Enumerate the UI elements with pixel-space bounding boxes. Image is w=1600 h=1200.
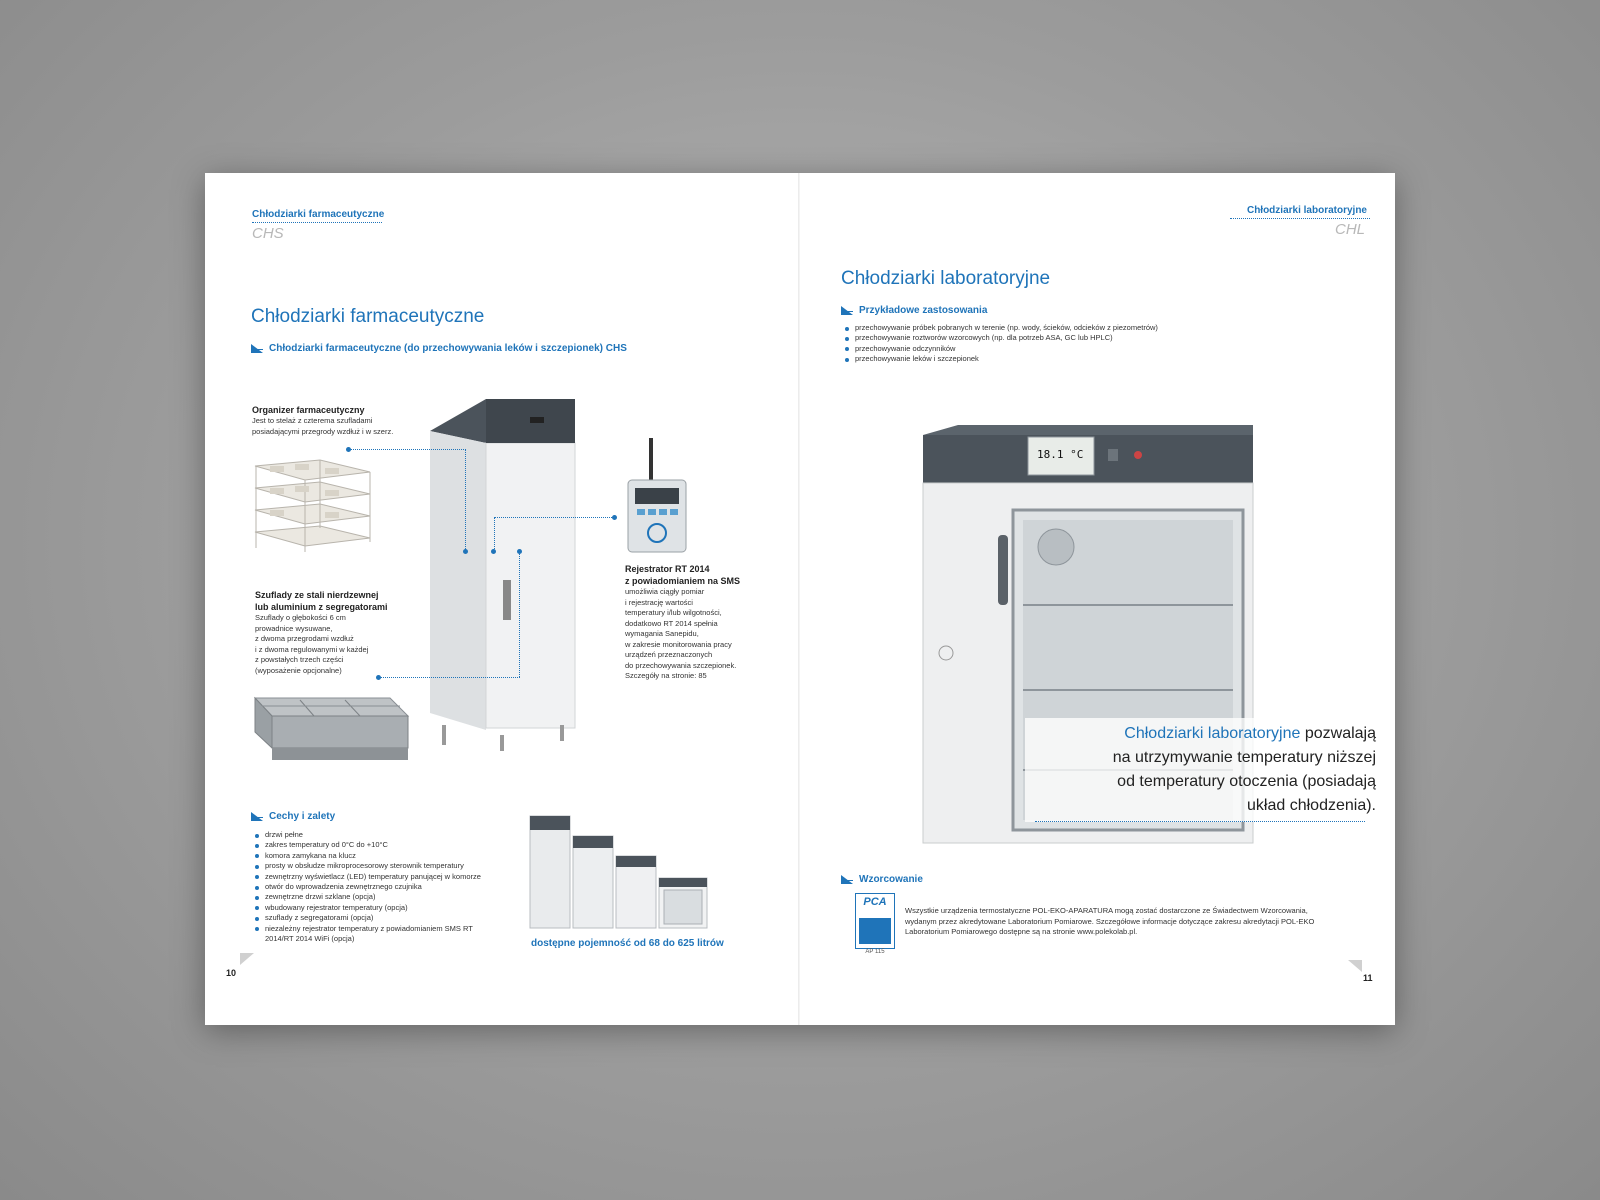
calibration-title: Wzorcowanie [859, 874, 923, 885]
fridge-display-value: 18.1 °C [1037, 448, 1084, 461]
organizer-title: Organizer farmaceutyczny [252, 405, 365, 415]
applications-title: Przykładowe zastosowania [859, 305, 988, 316]
quote-highlight: Chłodziarki laboratoryjne [1124, 725, 1301, 742]
list-item: przechowywanie próbek pobranych w terenie (np. wody, ścieków, odcieków z piezometrów) [843, 323, 1243, 333]
calibration-text [905, 906, 1355, 938]
organizer-text: Jest to stelaż z czterema szufladami posiadającymi przegrody wzdłuż i w szerz. [252, 416, 394, 436]
recorder-line: temperatury i/lub wilgotności, [625, 608, 722, 617]
left-subsection [251, 343, 627, 354]
drawers-line: prowadnice wysuwane, [255, 623, 333, 633]
features-title: Cechy i zalety [269, 811, 336, 822]
recorder-title-1: Rejestrator RT 2014 [625, 564, 710, 574]
capacity-caption: dostępne pojemność od 68 do 625 litrów [531, 938, 724, 949]
recorder-line: dodatkowo RT 2014 spełnia [625, 618, 718, 628]
organizer-caption [252, 404, 422, 437]
quote-box [1025, 718, 1382, 822]
calibration-line: Wszystkie urządzenia termostatyczne POL-EKO-APARATURA mogą zostać dostarczone ze Świadectwem Wzorcowania, [905, 906, 1308, 915]
list-item: szuflady z segregatorami (opcja) [253, 913, 503, 923]
list-item: niezależny rejestrator temperatury z powiadomianiem SMS RT 2014/RT 2014 WiFi (opcja) [253, 924, 503, 945]
section-arrow-icon [841, 306, 853, 315]
section-arrow-icon [841, 875, 853, 884]
list-item: przechowywanie leków i szczepionek [843, 354, 1243, 364]
list-item: zewnętrzny wyświetlacz (LED) temperatury panującej w komorze [253, 872, 503, 882]
list-item: otwór do wprowadzenia zewnętrznego czujnika [253, 882, 503, 892]
leader-dot [463, 549, 468, 554]
leader-line [494, 517, 495, 551]
leader-line [378, 677, 520, 678]
rt2014-recorder-image [623, 433, 693, 558]
page-corner-icon [1348, 960, 1362, 972]
right-page-number: 11 [1363, 973, 1373, 983]
list-item: wbudowany rejestrator temperatury (opcja) [253, 903, 503, 913]
drawers-caption [255, 589, 425, 676]
list-item: przechowywanie roztworów wzorcowych (np. dla potrzeb ASA, GC lub HPLC) [843, 333, 1243, 343]
left-header-code: CHS [252, 225, 284, 242]
leader-line [519, 552, 520, 677]
recorder-line: Szczegóły na stronie: 85 [625, 671, 707, 680]
recorder-line: umożliwia ciągły pomiar [625, 587, 705, 596]
quote-line-1 [1031, 722, 1376, 746]
applications-heading [841, 305, 987, 316]
list-item: prosty w obsłudze mikroprocesorowy sterownik temperatury [253, 861, 503, 871]
section-arrow-icon [251, 344, 263, 353]
left-header-rule [252, 222, 382, 223]
section-arrow-icon [251, 812, 263, 821]
pharma-organizer-image [250, 456, 380, 556]
drawers-title-2: lub aluminium z segregatorami [255, 602, 388, 612]
leader-dot [346, 447, 351, 452]
recorder-line: w zakresie monitorowania pracy [625, 639, 732, 649]
recorder-line: do przechowywania szczepionek. [625, 660, 737, 670]
recorder-line: i rejestrację wartości [625, 597, 693, 607]
drawers-title-1: Szuflady ze stali nierdzewnej [255, 590, 379, 600]
left-page-title: Chłodziarki farmaceutyczne [251, 306, 485, 327]
left-subsection-label: Chłodziarki farmaceutyczne (do przechowywania leków i szczepionek) CHS [269, 343, 627, 354]
features-list [253, 830, 503, 944]
drawers-line: z powstałych trzech części [255, 655, 344, 664]
drawers-line: z dwoma przegrodami wzdłuż [255, 634, 354, 643]
right-header-code: CHL [1334, 221, 1365, 238]
leader-dot [612, 515, 617, 520]
drawers-line: (wyposażenie opcjonalne) [255, 665, 342, 675]
calibration-line: Laboratorium Pomiarowego dostępne są na stronie www.polekolab.pl. [905, 927, 1138, 936]
pca-logo [855, 893, 895, 949]
left-page-number: 10 [226, 968, 237, 978]
applications-list [843, 323, 1243, 365]
pca-logo-text: PCA [863, 896, 887, 908]
leader-line [494, 517, 614, 518]
leader-dot [376, 675, 381, 680]
list-item: zakres temperatury od 0°C do +10°C [253, 840, 503, 850]
pca-code: AP 115 [865, 949, 885, 955]
leader-line [465, 449, 466, 551]
quote-rule [1035, 821, 1365, 822]
right-header-rule [1230, 218, 1370, 219]
brochure-spread [205, 173, 1395, 1025]
right-page-title: Chłodziarki laboratoryjne [841, 268, 1051, 289]
features-heading [251, 811, 335, 822]
list-item: przechowywanie odczynników [843, 344, 1243, 354]
right-header-title: Chłodziarki laboratoryjne [1246, 205, 1367, 216]
leader-line [348, 449, 466, 450]
list-item: drzwi pełne [253, 830, 503, 840]
steel-drawer-image [250, 688, 415, 773]
left-header-title: Chłodziarki farmaceutyczne [252, 209, 385, 220]
recorder-line: urządzeń przeznaczonych [625, 650, 713, 659]
quote-line-4: układ chłodzenia). [1247, 797, 1376, 814]
quote-rest: pozwalają [1300, 725, 1376, 742]
fridge-range-image [525, 808, 730, 933]
recorder-title-2: z powiadomianiem na SMS [625, 576, 741, 586]
pca-badge-icon [859, 918, 891, 944]
drawers-line: Szuflady o głębokości 6 cm [255, 613, 346, 622]
drawers-line: i z dwoma regulowanymi w każdej [255, 644, 369, 654]
page-corner-icon [240, 953, 254, 965]
recorder-line: wymagania Sanepidu, [625, 629, 699, 638]
list-item: zewnętrzne drzwi szklane (opcja) [253, 892, 503, 902]
quote-line-2: na utrzymywanie temperatury niższej [1112, 749, 1376, 766]
list-item: komora zamykana na klucz [253, 851, 503, 861]
recorder-caption [625, 563, 800, 682]
calibration-line: wydanym przez akredytowane Laboratorium Pomiarowe. Szczegółowe informacje dotyczące zakresu akredytacji POL-EKO [905, 916, 1315, 926]
calibration-heading [841, 874, 923, 885]
quote-line-3: od temperatury otoczenia (posiadają [1117, 773, 1376, 790]
